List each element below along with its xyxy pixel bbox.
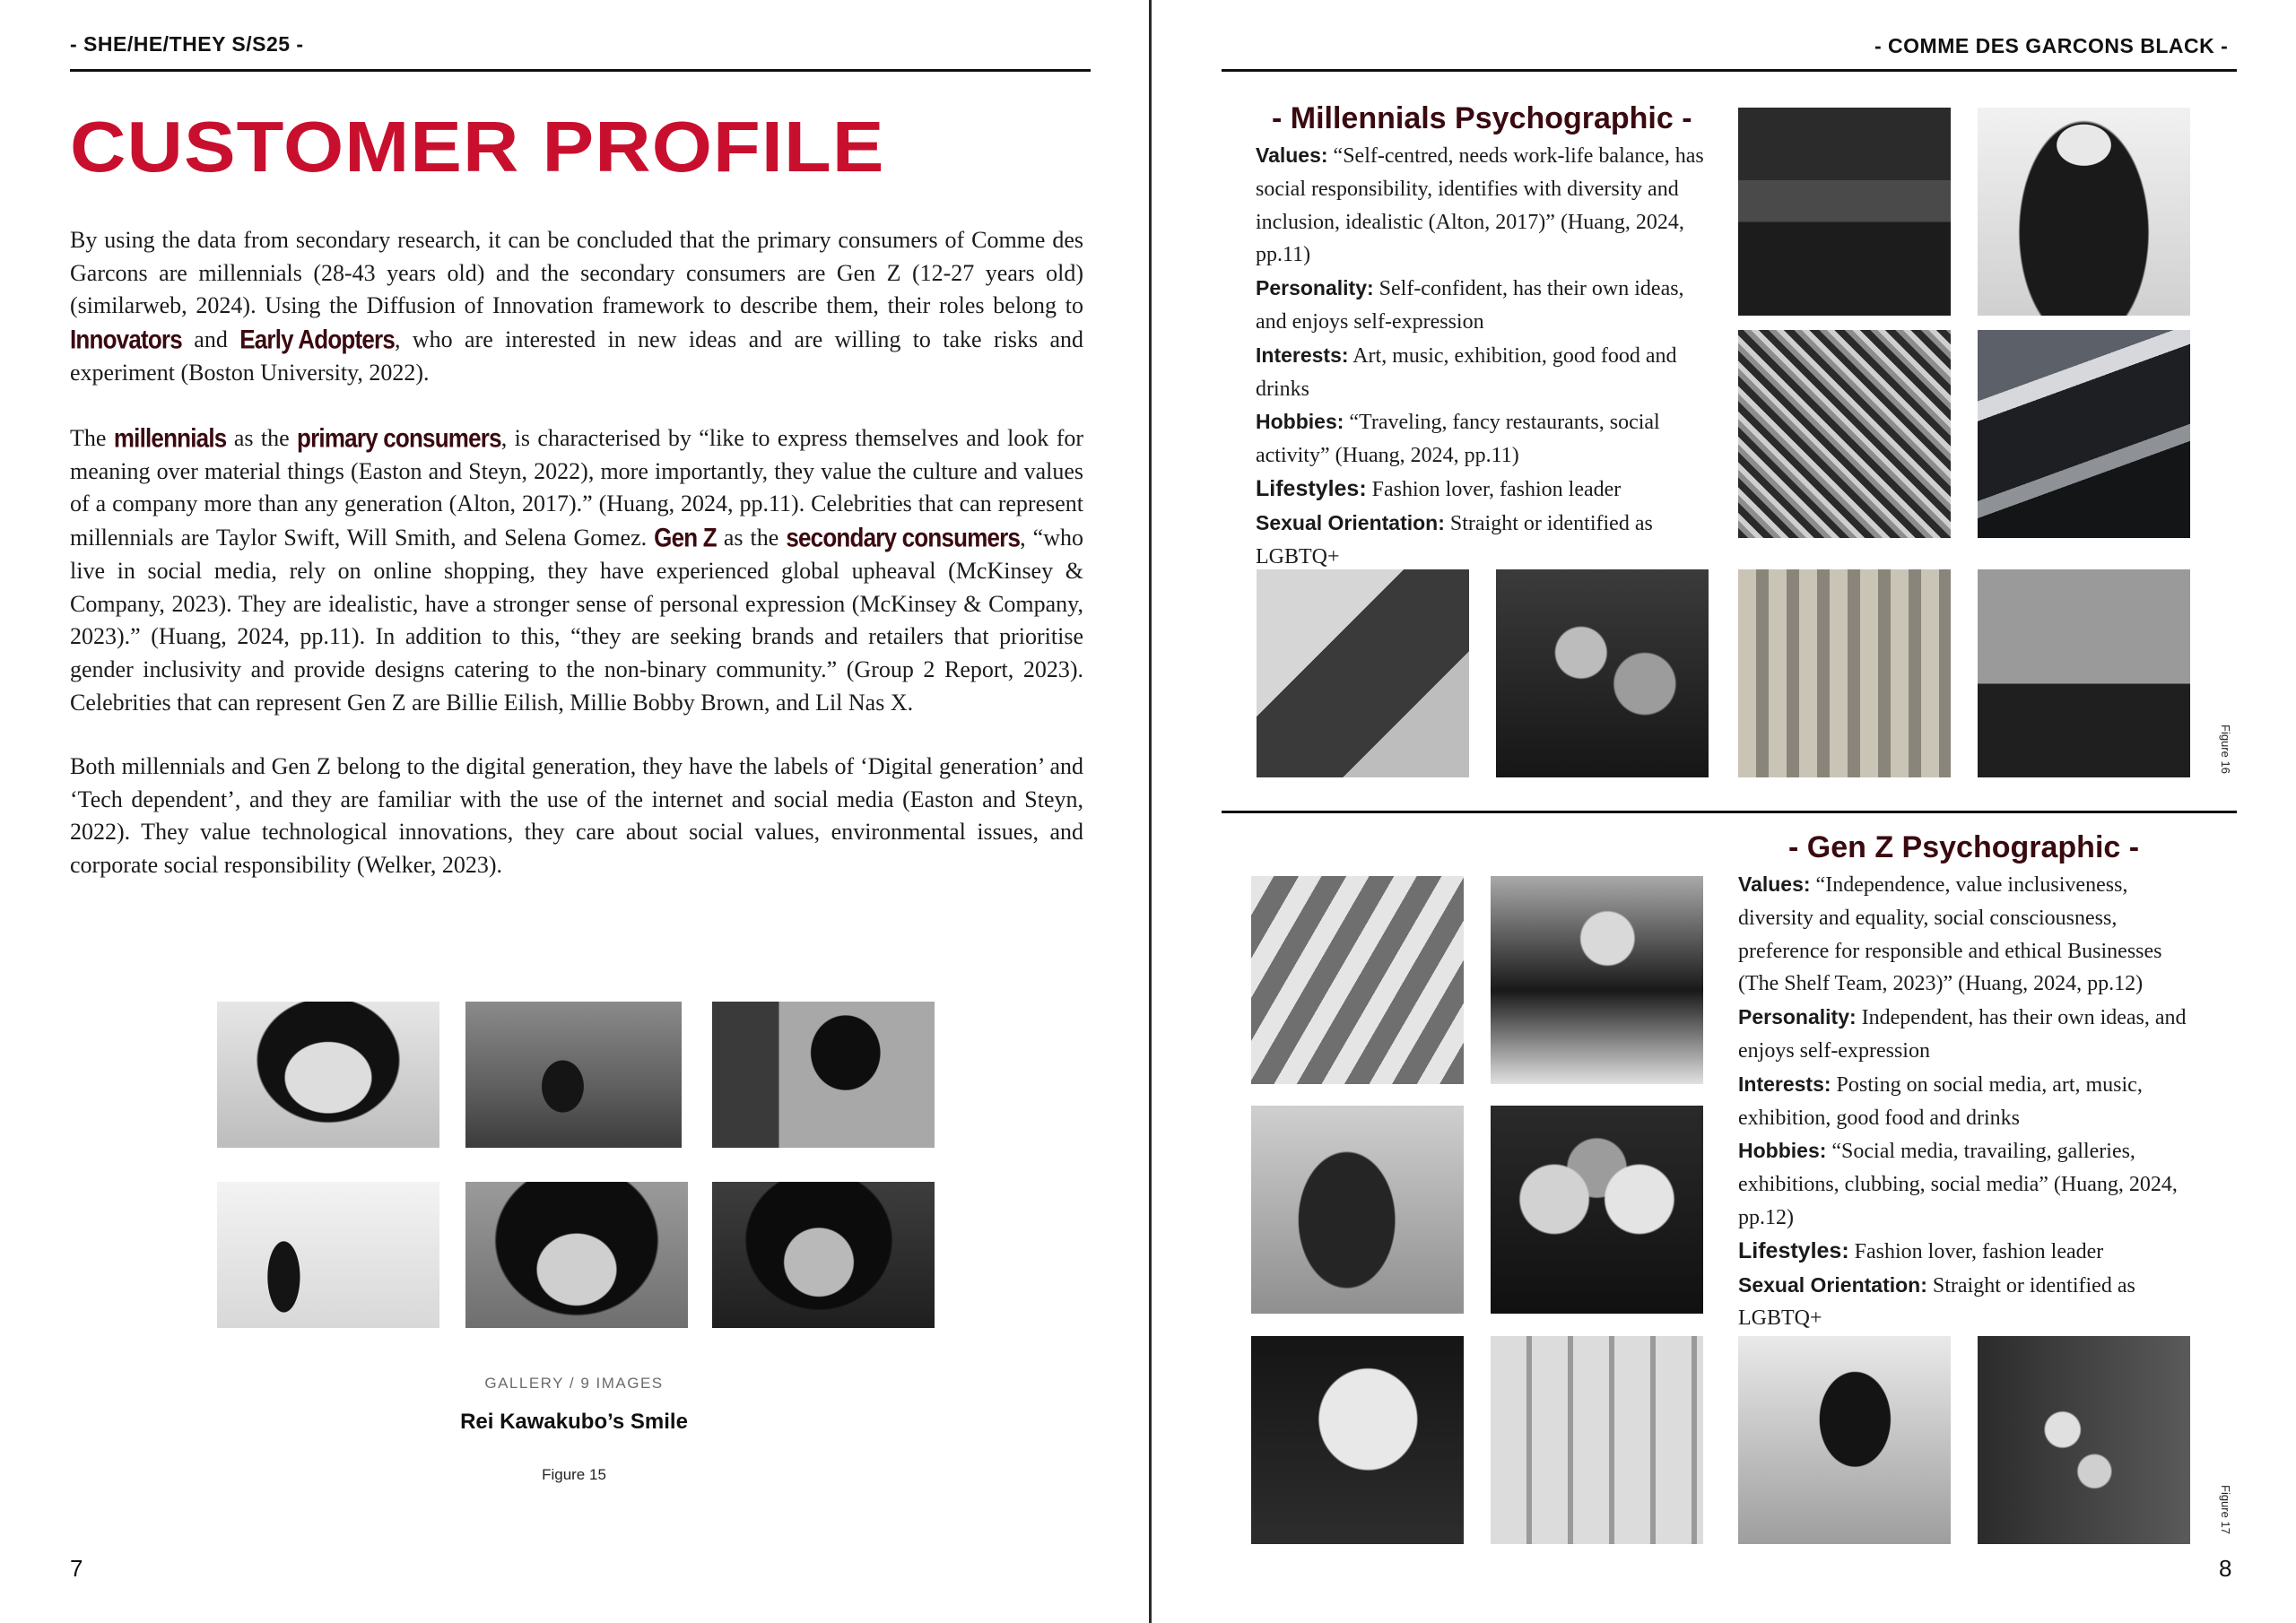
g-photo-faces [1491, 1106, 1703, 1314]
page-title: CUSTOMER PROFILE [70, 107, 885, 187]
g-hobbies-label: Hobbies: [1738, 1139, 1827, 1163]
m-photo-shore [1978, 330, 2190, 538]
m-lifestyles-text: Fashion lover, fashion leader [1366, 477, 1622, 501]
p1-text-c: , who are interested in new ideas and are willing to take risks and experiment (Boston University, 2022). [70, 326, 1083, 386]
gallery-photo-3 [712, 1002, 935, 1148]
term-innovators: Innovators [70, 323, 182, 355]
p2-text-c: , is characterised by “like to express themselves and look for meaning over material things (Easton and Steyn, 2022), more importantly, they value the culture and values of a company more than any generation (Alton, 2017).” (Huang, 2024, pp.11). Celebrities that can represent millennials are Taylor Swift, Will Smith, and Selena Gomez. [70, 425, 1084, 551]
paragraph-1 [70, 224, 1083, 390]
g-lifestyles-label: Lifestyles: [1738, 1237, 1849, 1263]
m-photo-restaurant [1738, 108, 1951, 316]
m-lifestyles-label: Lifestyles: [1256, 475, 1367, 501]
running-header-left: - SHE/HE/THEY S/S25 - [70, 32, 304, 56]
gallery-photo-5 [465, 1182, 688, 1328]
figure-16-caption: Figure 16 [2219, 725, 2232, 774]
g-personality-text: Independent, has their own ideas, and enjoys self-expression [1738, 1006, 2187, 1063]
m-personality-text: Self-confident, has their own ideas, and enjoys self-expression [1256, 277, 1684, 334]
g-photo-exhibition [1491, 1336, 1703, 1544]
gallery-photo-6 [712, 1182, 935, 1328]
running-header-right: - COMME DES GARCONS BLACK - [1874, 34, 2229, 57]
genz-text [1738, 868, 2197, 1335]
m-photo-portrait [1978, 108, 2190, 316]
genz-title: - Gen Z Psychographic - [1788, 830, 2140, 864]
m-personality-label: Personality: [1256, 276, 1374, 300]
g-interests-text: Posting on social media, art, music, exhibition, good food and drinks [1738, 1072, 2143, 1130]
figure-17-caption: Figure 17 [2219, 1485, 2232, 1534]
p2-text-e: , “who live in social media, rely on online shopping, they have experienced global upheaval (McKinsey & Company, 2023). They are idealistic, have a stronger sense of personal expression (McKinsey & Company, 2023).” (Huang, 2024, pp.11). In addition to this, “they are seeking brands and retailers that prioritise gender inclusivity and provide designs catering to the non-binary community.” (Group 2 Report, 2023). Celebrities that can represent Gen Z are Billie Eilish, Millie Bobby Brown, and Lil Nas X. [70, 525, 1084, 716]
term-secondary-consumers: secondary consumers [786, 521, 1021, 553]
p1-text-b: and [181, 326, 240, 353]
m-photo-laptop [1257, 569, 1469, 777]
m-interests-text: Art, music, exhibition, good food and drinks [1256, 343, 1677, 401]
header-rule-right [1222, 69, 2237, 72]
g-interests-label: Interests: [1738, 1072, 1831, 1096]
g-photo-earring [1978, 1336, 2190, 1544]
m-photo-party [1496, 569, 1709, 777]
g-orientation-label: Sexual Orientation: [1738, 1272, 1927, 1297]
page-number-right: 8 [2219, 1555, 2232, 1582]
g-orientation-text: Straight or identified as LGBTQ+ [1738, 1273, 2135, 1331]
gallery-photo-2 [465, 1002, 682, 1148]
m-values-text: “Self-centred, needs work-life balance, has social responsibility, identifies with diversity and inclusion, idealistic (Alton, 2017)” (Huang, 2024, pp.11) [1256, 144, 1704, 267]
term-primary-consumers: primary consumers [297, 421, 501, 454]
term-gen-z: Gen Z [654, 521, 717, 553]
g-photo-tablet [1251, 1106, 1464, 1314]
p2-text-a: The [70, 425, 114, 451]
gallery-photo-1 [217, 1002, 439, 1148]
figure-15-caption: Figure 15 [542, 1466, 606, 1483]
term-millennials: millennials [113, 421, 227, 454]
paragraph-2 [70, 421, 1083, 719]
header-rule-left [70, 69, 1091, 72]
g-photo-dinner [1491, 876, 1703, 1084]
p2-text-b: as the [226, 425, 298, 451]
m-orientation-label: Sexual Orientation: [1256, 510, 1445, 534]
page-number-left: 7 [70, 1555, 83, 1582]
g-photo-crosswalk [1251, 876, 1464, 1084]
m-orientation-text: Straight or identified as LGBTQ+ [1256, 511, 1653, 568]
m-hobbies-label: Hobbies: [1256, 410, 1344, 434]
right-page [1152, 0, 2296, 1623]
g-personality-label: Personality: [1738, 1005, 1857, 1029]
m-photo-rings [1738, 569, 1951, 777]
section-rule [1222, 811, 2237, 813]
millennials-text [1256, 139, 1717, 573]
p2-text-d: as the [716, 525, 787, 551]
g-photo-dancing [1251, 1336, 1464, 1544]
g-photo-traveler [1738, 1336, 1951, 1544]
gallery-kicker: GALLERY / 9 IMAGES [484, 1375, 664, 1392]
m-hobbies-text: “Traveling, fancy restaurants, social activity” (Huang, 2024, pp.11) [1256, 411, 1660, 468]
gallery-title: Rei Kawakubo’s Smile [460, 1410, 688, 1434]
term-early-adopters: Early Adopters [239, 323, 395, 355]
g-values-text: “Independence, value inclusiveness, diversity and equality, social consciousness, preference for responsible and ethical Businesses (The Shelf Team, 2023)” (Huang, 2024, pp.12) [1738, 873, 2162, 996]
g-hobbies-text: “Social media, travailing, galleries, exhibitions, clubbing, social media” (Huang, 2024, pp.12) [1738, 1140, 2178, 1229]
m-photo-protest [1738, 330, 1951, 538]
millennials-title: - Millennials Psychographic - [1272, 101, 1692, 135]
m-photo-gallery [1978, 569, 2190, 777]
p3-text: Both millennials and Gen Z belong to the digital generation, they have the labels of ‘Digital generation’ and ‘Tech dependent’, and they are familiar with the use of the internet and social media (Easton and Steyn, 2022). They value technological innovations, they care about social values, environmental issues, and corporate social responsibility (Welker, 2023). [70, 753, 1083, 879]
p1-text-a: By using the data from secondary research, it can be concluded that the primary consumers of Comme des Garcons are millennials (28-43 years old) and the secondary consumers are Gen Z (12-27 years old) (similarweb, 2024). Using the Diffusion of Innovation framework to describe them, their roles belong to [70, 227, 1083, 319]
m-values-label: Values: [1256, 143, 1328, 167]
gallery-photo-4 [217, 1182, 439, 1328]
m-interests-label: Interests: [1256, 343, 1349, 367]
paragraph-3 [70, 751, 1083, 882]
g-values-label: Values: [1738, 872, 1811, 896]
g-lifestyles-text: Fashion lover, fashion leader [1848, 1239, 2104, 1263]
